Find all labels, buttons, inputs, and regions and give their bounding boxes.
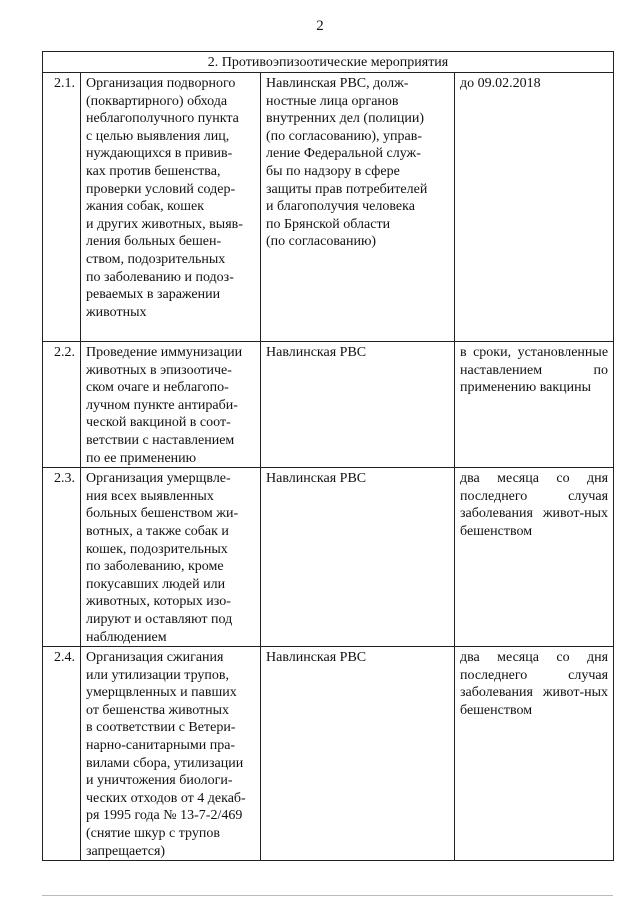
- responsible-cell: Навлинская РВС: [261, 468, 455, 647]
- page-bottom-rule: [42, 895, 613, 896]
- table-row: [43, 342, 614, 468]
- measures-table: [42, 51, 614, 861]
- deadline-cell: в сроки, установленные наставлением по применению вакцины: [455, 342, 614, 468]
- section-title: 2. Противоэпизоотические мероприятия: [43, 52, 614, 73]
- measure-cell: Проведение иммунизации животных в эпизоотиче- ском очаге и неблагопо- лучном пункте антираби- ческой вакциной в соот- ветствии с наставлением по ее применению: [81, 342, 261, 468]
- measure-cell: Организация сжигания или утилизации трупов, умерщвленных и павших от бешенства животных в соответствии с Ветери- нарно-санитарными пра- вилами сбора, утилизации и уничтожения биологи- ческих отходов от 4 декаб- ря 1995 года № 13-7-2/469 (снятие шкур с трупов запрещается): [81, 647, 261, 861]
- table-row: [43, 647, 614, 861]
- row-number: 2.2.: [43, 342, 81, 468]
- deadline-cell: два месяца со дня последнего случая заболевания живот-ных бешенством: [455, 647, 614, 861]
- measure-cell: Организация умерщвле- ния всех выявленных больных бешенством жи- вотных, а также собак и кошек, подозрительных по заболеванию, кроме покусавших людей или животных, которых изо- лируют и оставляют под наблюдением: [81, 468, 261, 647]
- table-row: [43, 73, 614, 342]
- deadline-cell: до 09.02.2018: [455, 73, 614, 342]
- responsible-cell: Навлинская РВС, долж- ностные лица органов внутренних дел (полиции) (по согласованию), управ- ление Федеральной служ- бы по надзору в сфере защиты прав потребителей и благополучия человека по Брянской области (по согласованию): [261, 73, 455, 342]
- row-number: 2.4.: [43, 647, 81, 861]
- responsible-cell: Навлинская РВС: [261, 647, 455, 861]
- deadline-cell: два месяца со дня последнего случая заболевания живот-ных бешенством: [455, 468, 614, 647]
- measure-cell: Организация подворного (поквартирного) обхода неблагополучного пункта с целью выявления лиц, нуждающихся в привив- ках против бешенства, проверки условий содер- жания собак, кошек и других животных, выяв- ления больных бешен- ством, подозрительных по заболеванию и подоз- реваемых в заражении животных: [81, 73, 261, 342]
- page-number: 2: [316, 18, 324, 34]
- section-header-row: [43, 52, 614, 73]
- row-number: 2.1.: [43, 73, 81, 342]
- row-number: 2.3.: [43, 468, 81, 647]
- responsible-cell: Навлинская РВС: [261, 342, 455, 468]
- table-row: [43, 468, 614, 647]
